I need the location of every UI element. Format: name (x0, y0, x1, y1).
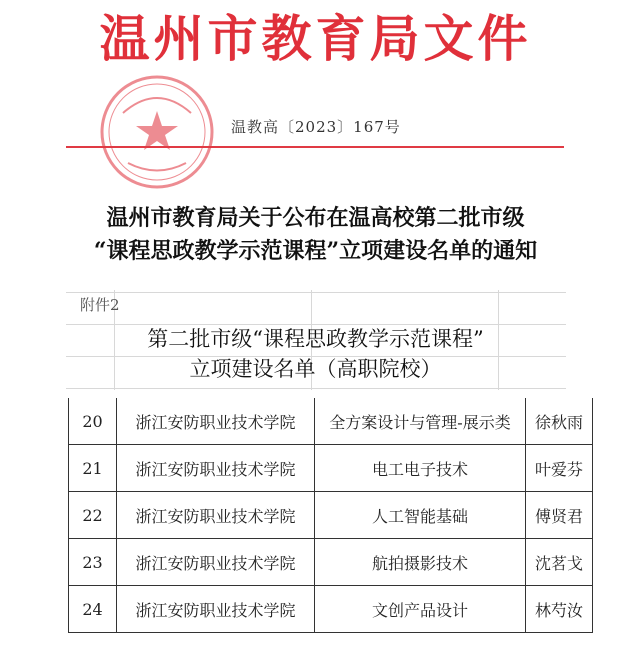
official-seal-icon (98, 73, 216, 191)
school-name: 浙江安防职业技术学院 (117, 445, 315, 492)
list-title-line-1: 第二批市级“课程思政教学示范课程” (147, 327, 484, 351)
course-leader: 徐秋雨 (526, 398, 593, 445)
row-number: 21 (69, 445, 117, 492)
attachment-label: 附件2 (80, 296, 120, 314)
notice-title-line-2: “课程思政教学示范课程”立项建设名单的通知 (93, 238, 538, 264)
row-number: 23 (69, 539, 117, 586)
course-leader: 傅贤君 (526, 492, 593, 539)
course-leader: 林芍汝 (526, 586, 593, 633)
list-title (0, 324, 631, 384)
table-row (69, 586, 593, 633)
school-name: 浙江安防职业技术学院 (117, 492, 315, 539)
notice-title (0, 202, 631, 268)
school-name: 浙江安防职业技术学院 (117, 398, 315, 445)
row-number: 24 (69, 586, 117, 633)
course-name: 文创产品设计 (315, 586, 526, 633)
course-name: 人工智能基础 (315, 492, 526, 539)
header-divider (66, 146, 564, 148)
course-name: 航拍摄影技术 (315, 539, 526, 586)
document-header-title: 温州市教育局文件 (99, 10, 532, 68)
course-list-table (68, 398, 590, 633)
school-name: 浙江安防职业技术学院 (117, 539, 315, 586)
table-row (69, 398, 593, 445)
course-leader: 沈茗戈 (526, 539, 593, 586)
row-number: 20 (69, 398, 117, 445)
document-number: 温教高〔2023〕167号 (231, 118, 401, 136)
course-name: 全方案设计与管理-展示类 (315, 398, 526, 445)
table-row (69, 492, 593, 539)
notice-title-line-1: 温州市教育局关于公布在温高校第二批市级 (106, 205, 525, 231)
course-name: 电工电子技术 (315, 445, 526, 492)
row-number: 22 (69, 492, 117, 539)
table-row (69, 445, 593, 492)
school-name: 浙江安防职业技术学院 (117, 586, 315, 633)
list-title-line-2: 立项建设名单（高职院校） (189, 357, 442, 381)
course-leader: 叶爱芬 (526, 445, 593, 492)
table-row (69, 539, 593, 586)
